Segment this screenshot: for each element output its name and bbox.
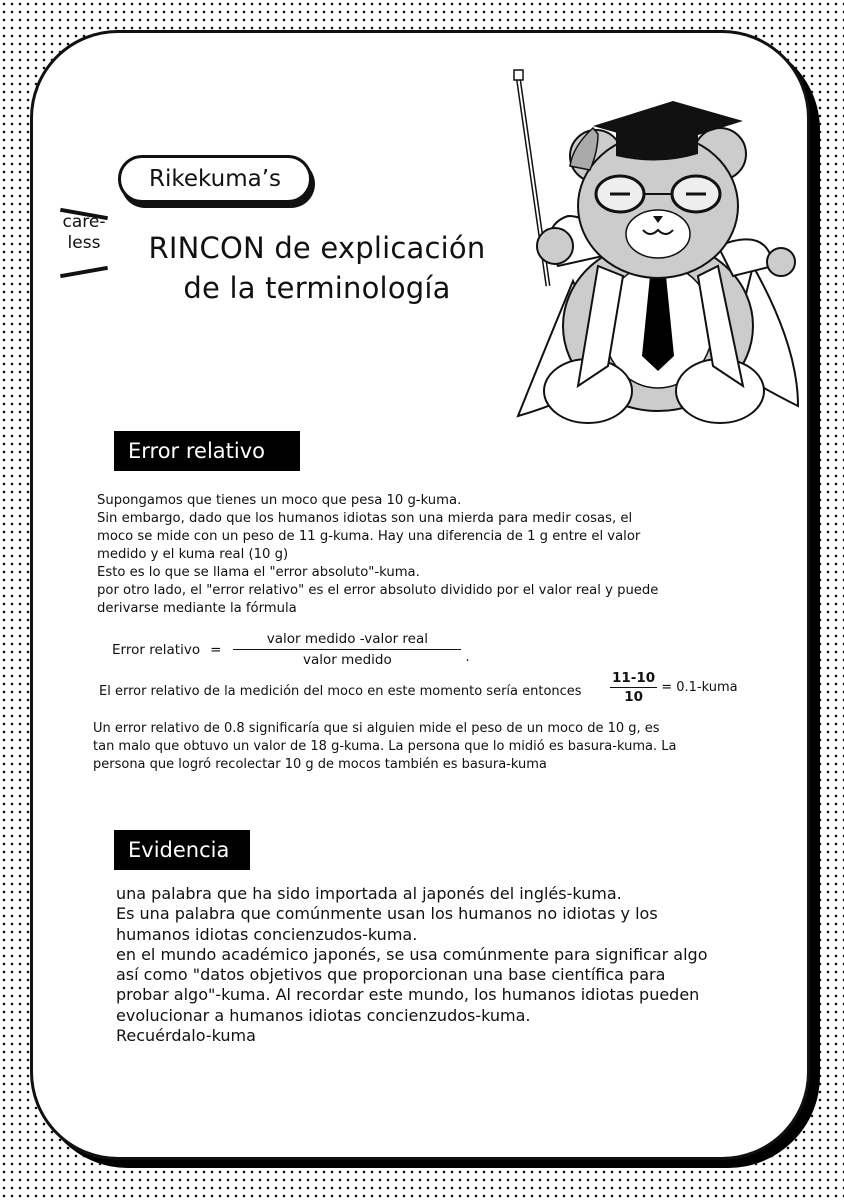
example-line: persona que logró recolectar 10 g de mocos también es basura-kuma	[93, 757, 547, 772]
example-paragraph	[93, 720, 733, 774]
badge-text: Rikekuma’s	[148, 166, 281, 192]
formula-fraction	[233, 631, 461, 668]
paragraph-line: Supongamos que tienes un moco que pesa 10 g-kuma.	[97, 493, 462, 508]
result-formula	[610, 670, 738, 705]
bear-professor-icon	[498, 66, 818, 428]
evidencia-paragraph	[116, 884, 736, 1046]
paragraph-line: por otro lado, el "error relativo" es el error absoluto dividido por el valor real y puede	[97, 583, 659, 598]
paragraph-line: medido y el kuma real (10 g)	[97, 547, 289, 562]
formula-denominator: valor medido	[233, 649, 461, 668]
result-text: El error relativo de la medición del moco en este momento sería entonces	[99, 684, 582, 699]
error-relativo-paragraph	[97, 492, 737, 618]
paragraph-line: Esto es lo que se llama el "error absoluto"-kuma.	[97, 565, 420, 580]
careless-line-1: care-	[62, 212, 106, 232]
result-value: = 0.1-kuma	[661, 680, 738, 695]
result-denominator: 10	[624, 689, 643, 705]
rikekuma-badge	[118, 155, 312, 203]
page-title	[127, 228, 507, 308]
title-line-2: de la terminología	[183, 271, 451, 305]
paragraph-line: Es una palabra que comúnmente usan los humanos no idiotas y los	[116, 904, 658, 924]
result-numerator: 11-10	[612, 670, 656, 686]
example-line: tan malo que obtuvo un valor de 18 g-kuma. La persona que lo midió es basura-kuma. La	[93, 739, 677, 754]
formula-numerator: valor medido -valor real	[266, 631, 428, 647]
paragraph-line: derivarse mediante la fórmula	[97, 601, 297, 616]
formula-equals: =	[210, 641, 222, 658]
section-heading-evidencia: Evidencia	[114, 830, 250, 870]
paragraph-line: moco se mide con un peso de 11 g-kuma. Hay una diferencia de 1 g entre el valor	[97, 529, 641, 544]
paragraph-line: en el mundo académico japonés, se usa comúnmente para significar algo	[116, 944, 708, 964]
formula-label: Error relativo	[112, 641, 201, 658]
section-heading-error-relativo: Error relativo	[114, 431, 300, 471]
paragraph-line: Sin embargo, dado que los humanos idiotas son una mierda para medir cosas, el	[97, 511, 633, 526]
paragraph-line: evolucionar a humanos idiotas concienzudos-kuma.	[116, 1005, 531, 1025]
result-fraction	[610, 670, 657, 705]
paragraph-line: humanos idiotas concienzudos-kuma.	[116, 924, 418, 944]
formula-period: .	[465, 648, 470, 665]
example-line: Un error relativo de 0.8 significaría que si alguien mide el peso de un moco de 10 g, es	[93, 721, 660, 736]
careless-line-2: less	[67, 233, 101, 253]
paragraph-line: una palabra que ha sido importada al japonés del inglés-kuma.	[116, 884, 622, 903]
paragraph-line: Recuérdalo-kuma	[116, 1026, 256, 1046]
title-line-1: RINCON de explicación	[148, 231, 486, 265]
paragraph-line: así como "datos objetivos que proporcionan una base científica para	[116, 965, 666, 985]
relative-error-formula	[112, 631, 470, 668]
careless-label	[56, 212, 112, 274]
paragraph-line: probar algo"-kuma. Al recordar este mundo, los humanos idiotas pueden	[116, 985, 700, 1005]
